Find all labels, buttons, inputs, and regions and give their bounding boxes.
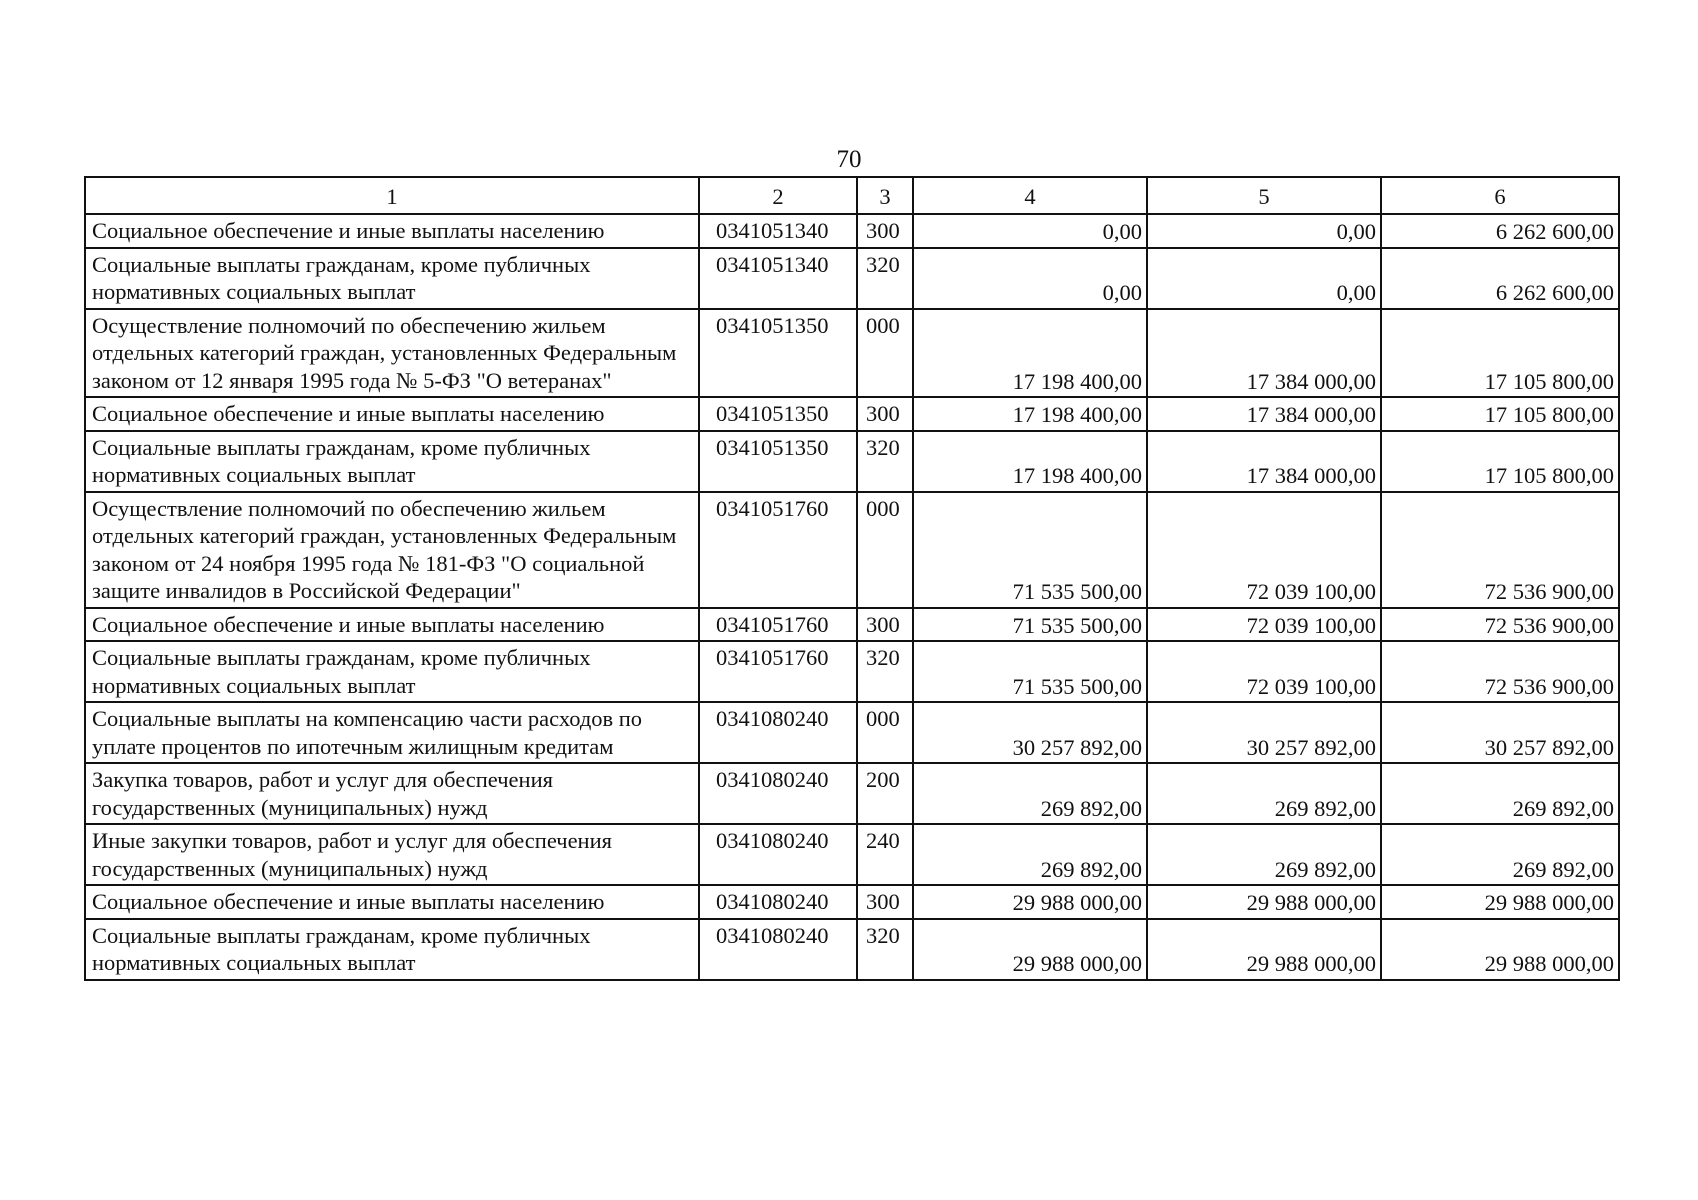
row-value-col4: 71 535 500,00 [913, 492, 1147, 608]
row-value-col4: 29 988 000,00 [913, 885, 1147, 919]
row-code: 0341051350 [699, 431, 857, 492]
row-value-col4: 71 535 500,00 [913, 608, 1147, 642]
row-code: 0341051350 [699, 397, 857, 431]
row-value-col5: 72 039 100,00 [1147, 608, 1381, 642]
row-value-col4: 30 257 892,00 [913, 702, 1147, 763]
row-value-col6: 17 105 800,00 [1381, 431, 1619, 492]
row-type: 000 [857, 309, 913, 398]
row-value-col4: 0,00 [913, 248, 1147, 309]
row-name: Социальные выплаты гражданам, кроме публичных нормативных социальных выплат [85, 248, 699, 309]
row-name: Социальное обеспечение и иные выплаты населению [85, 214, 699, 248]
row-code: 0341051760 [699, 608, 857, 642]
row-value-col5: 30 257 892,00 [1147, 702, 1381, 763]
row-type: 200 [857, 763, 913, 824]
row-value-col5: 29 988 000,00 [1147, 919, 1381, 980]
row-value-col4: 17 198 400,00 [913, 309, 1147, 398]
row-value-col4: 29 988 000,00 [913, 919, 1147, 980]
row-name: Социальное обеспечение и иные выплаты населению [85, 397, 699, 431]
column-header: 5 [1147, 177, 1381, 214]
row-type: 320 [857, 641, 913, 702]
table-row [85, 919, 1619, 980]
row-value-col4: 269 892,00 [913, 763, 1147, 824]
row-type: 000 [857, 702, 913, 763]
table-row [85, 641, 1619, 702]
row-code: 0341080240 [699, 919, 857, 980]
row-value-col6: 17 105 800,00 [1381, 397, 1619, 431]
row-value-col6: 72 536 900,00 [1381, 492, 1619, 608]
row-code: 0341051340 [699, 248, 857, 309]
row-value-col5: 29 988 000,00 [1147, 885, 1381, 919]
table-row [85, 431, 1619, 492]
row-value-col5: 269 892,00 [1147, 824, 1381, 885]
row-name: Социальные выплаты на компенсацию части расходов по уплате процентов по ипотечным жилищным кредитам [85, 702, 699, 763]
row-name: Закупка товаров, работ и услуг для обеспечения государственных (муниципальных) нужд [85, 763, 699, 824]
row-value-col6: 17 105 800,00 [1381, 309, 1619, 398]
column-header: 6 [1381, 177, 1619, 214]
row-value-col6: 29 988 000,00 [1381, 919, 1619, 980]
row-name: Социальное обеспечение и иные выплаты населению [85, 885, 699, 919]
table-row [85, 885, 1619, 919]
row-name: Осуществление полномочий по обеспечению жильем отдельных категорий граждан, установленных Федеральным законом от 24 ноября 1995 года № 181-ФЗ "О социальной защите инвалидов в Российской Федерации" [85, 492, 699, 608]
row-value-col5: 72 039 100,00 [1147, 492, 1381, 608]
row-code: 0341080240 [699, 763, 857, 824]
table-row [85, 608, 1619, 642]
column-header: 1 [85, 177, 699, 214]
row-value-col5: 17 384 000,00 [1147, 397, 1381, 431]
row-value-col5: 0,00 [1147, 214, 1381, 248]
row-name: Иные закупки товаров, работ и услуг для обеспечения государственных (муниципальных) нужд [85, 824, 699, 885]
row-code: 0341051340 [699, 214, 857, 248]
row-value-col6: 6 262 600,00 [1381, 214, 1619, 248]
row-value-col6: 269 892,00 [1381, 824, 1619, 885]
row-code: 0341051350 [699, 309, 857, 398]
row-code: 0341080240 [699, 885, 857, 919]
row-type: 320 [857, 248, 913, 309]
row-type: 300 [857, 214, 913, 248]
table-row [85, 824, 1619, 885]
row-value-col6: 269 892,00 [1381, 763, 1619, 824]
row-value-col4: 17 198 400,00 [913, 397, 1147, 431]
table-row [85, 492, 1619, 608]
column-header: 2 [699, 177, 857, 214]
table-row [85, 397, 1619, 431]
page-number: 70 [836, 146, 862, 173]
row-name: Социальные выплаты гражданам, кроме публичных нормативных социальных выплат [85, 919, 699, 980]
table-row [85, 309, 1619, 398]
column-header: 4 [913, 177, 1147, 214]
table-row [85, 702, 1619, 763]
table-row [85, 763, 1619, 824]
row-code: 0341080240 [699, 702, 857, 763]
row-value-col6: 30 257 892,00 [1381, 702, 1619, 763]
row-name: Социальные выплаты гражданам, кроме публичных нормативных социальных выплат [85, 431, 699, 492]
row-type: 300 [857, 608, 913, 642]
row-code: 0341051760 [699, 492, 857, 608]
row-code: 0341051760 [699, 641, 857, 702]
row-name: Социальные выплаты гражданам, кроме публичных нормативных социальных выплат [85, 641, 699, 702]
table-row [85, 248, 1619, 309]
row-type: 000 [857, 492, 913, 608]
row-value-col5: 269 892,00 [1147, 763, 1381, 824]
table-header-row [85, 177, 1619, 214]
row-value-col5: 72 039 100,00 [1147, 641, 1381, 702]
row-type: 240 [857, 824, 913, 885]
row-type: 300 [857, 885, 913, 919]
row-value-col6: 29 988 000,00 [1381, 885, 1619, 919]
row-type: 320 [857, 431, 913, 492]
row-value-col6: 6 262 600,00 [1381, 248, 1619, 309]
row-value-col4: 17 198 400,00 [913, 431, 1147, 492]
row-code: 0341080240 [699, 824, 857, 885]
row-value-col4: 269 892,00 [913, 824, 1147, 885]
row-value-col5: 17 384 000,00 [1147, 431, 1381, 492]
row-name: Социальное обеспечение и иные выплаты населению [85, 608, 699, 642]
row-value-col6: 72 536 900,00 [1381, 608, 1619, 642]
row-type: 320 [857, 919, 913, 980]
row-value-col6: 72 536 900,00 [1381, 641, 1619, 702]
budget-table [84, 176, 1620, 981]
row-value-col4: 0,00 [913, 214, 1147, 248]
row-value-col5: 17 384 000,00 [1147, 309, 1381, 398]
row-name: Осуществление полномочий по обеспечению жильем отдельных категорий граждан, установленных Федеральным законом от 12 января 1995 года № 5-ФЗ "О ветеранах" [85, 309, 699, 398]
table-row [85, 214, 1619, 248]
row-value-col4: 71 535 500,00 [913, 641, 1147, 702]
row-type: 300 [857, 397, 913, 431]
row-value-col5: 0,00 [1147, 248, 1381, 309]
column-header: 3 [857, 177, 913, 214]
